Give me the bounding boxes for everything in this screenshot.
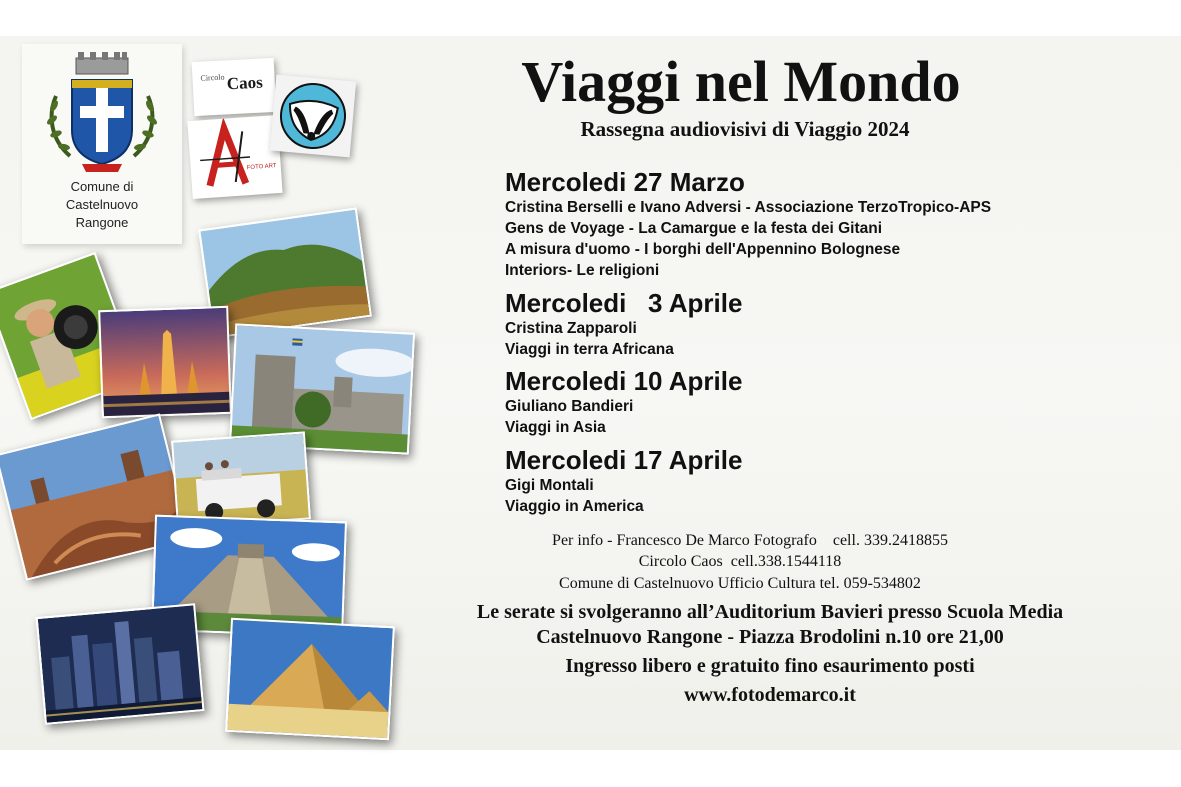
- poster-title: Viaggi nel Mondo: [521, 49, 961, 114]
- event-date: Mercoledi 3 Aprile: [505, 288, 743, 318]
- temple-photo: [98, 306, 232, 418]
- poster-subtitle: Rassegna audiovisivi di Viaggio 2024: [580, 117, 910, 141]
- event-line: Viaggi in terra Africana: [505, 341, 674, 358]
- skyline-photo: [36, 603, 205, 725]
- pyramids-photo: [225, 618, 395, 740]
- town-crest-card: [22, 44, 182, 244]
- website-link[interactable]: www.fotodemarco.it: [684, 684, 856, 706]
- event-line: Interiors- Le religioni: [505, 262, 660, 279]
- event-4: [505, 445, 742, 517]
- event-line: Giuliano Bandieri: [505, 398, 634, 415]
- event-line: Cristina Berselli e Ivano Adversi - Associazione TerzoTropico-APS: [505, 199, 992, 216]
- event-3: [505, 366, 742, 438]
- caos-name: Caos: [226, 72, 264, 94]
- jeep-photo: [171, 431, 311, 528]
- town-crest-icon: [22, 44, 182, 178]
- event-date: Mercoledi 27 Marzo: [505, 167, 745, 197]
- event-1: [505, 167, 991, 281]
- crest-caption: [22, 178, 182, 232]
- art-logo: [187, 115, 282, 199]
- info-contact: Per info - Francesco De Marco Fotografo cell. 339.2418855: [552, 532, 948, 549]
- event-line: Cristina Zapparoli: [505, 320, 637, 337]
- circolo-caos-logo: [192, 58, 277, 116]
- art-logo-icon: [187, 115, 282, 199]
- info-venue: Castelnuovo Rangone - Piazza Brodolini n.10 ore 21,00: [536, 626, 1004, 648]
- crest-caption-line: Castelnuovo: [65, 197, 139, 212]
- event-2: [505, 288, 742, 360]
- event-line: A misura d'uomo - I borghi dell'Appennino Bolognese: [505, 241, 901, 258]
- info-contact: Comune di Castelnuovo Ufficio Cultura tel. 059-534802: [559, 575, 921, 592]
- caos-small-text: Circolo: [200, 72, 225, 83]
- art-caption: FOTO ART: [246, 163, 277, 172]
- badger-icon: [270, 75, 356, 158]
- badger-logo: [270, 75, 356, 158]
- top-border: [0, 0, 1181, 36]
- event-line: Viaggio in America: [505, 498, 644, 515]
- bottom-border: [0, 750, 1181, 787]
- crest-caption-line: Rangone: [75, 215, 129, 230]
- event-line: Gigi Montali: [505, 477, 594, 494]
- info-contact: Circolo Caos cell.338.1544118: [638, 553, 842, 570]
- event-date: Mercoledi 17 Aprile: [505, 445, 743, 475]
- crest-caption-line: Comune di: [70, 179, 134, 194]
- event-date: Mercoledi 10 Aprile: [505, 366, 743, 396]
- event-line: Gens de Voyage - La Camargue e la festa dei Gitani: [505, 220, 883, 237]
- event-line: Viaggi in Asia: [505, 419, 606, 436]
- info-venue: Le serate si svolgeranno all’Auditorium Bavieri presso Scuola Media: [476, 601, 1064, 623]
- info-venue: Ingresso libero e gratuito fino esaurimento posti: [565, 655, 975, 677]
